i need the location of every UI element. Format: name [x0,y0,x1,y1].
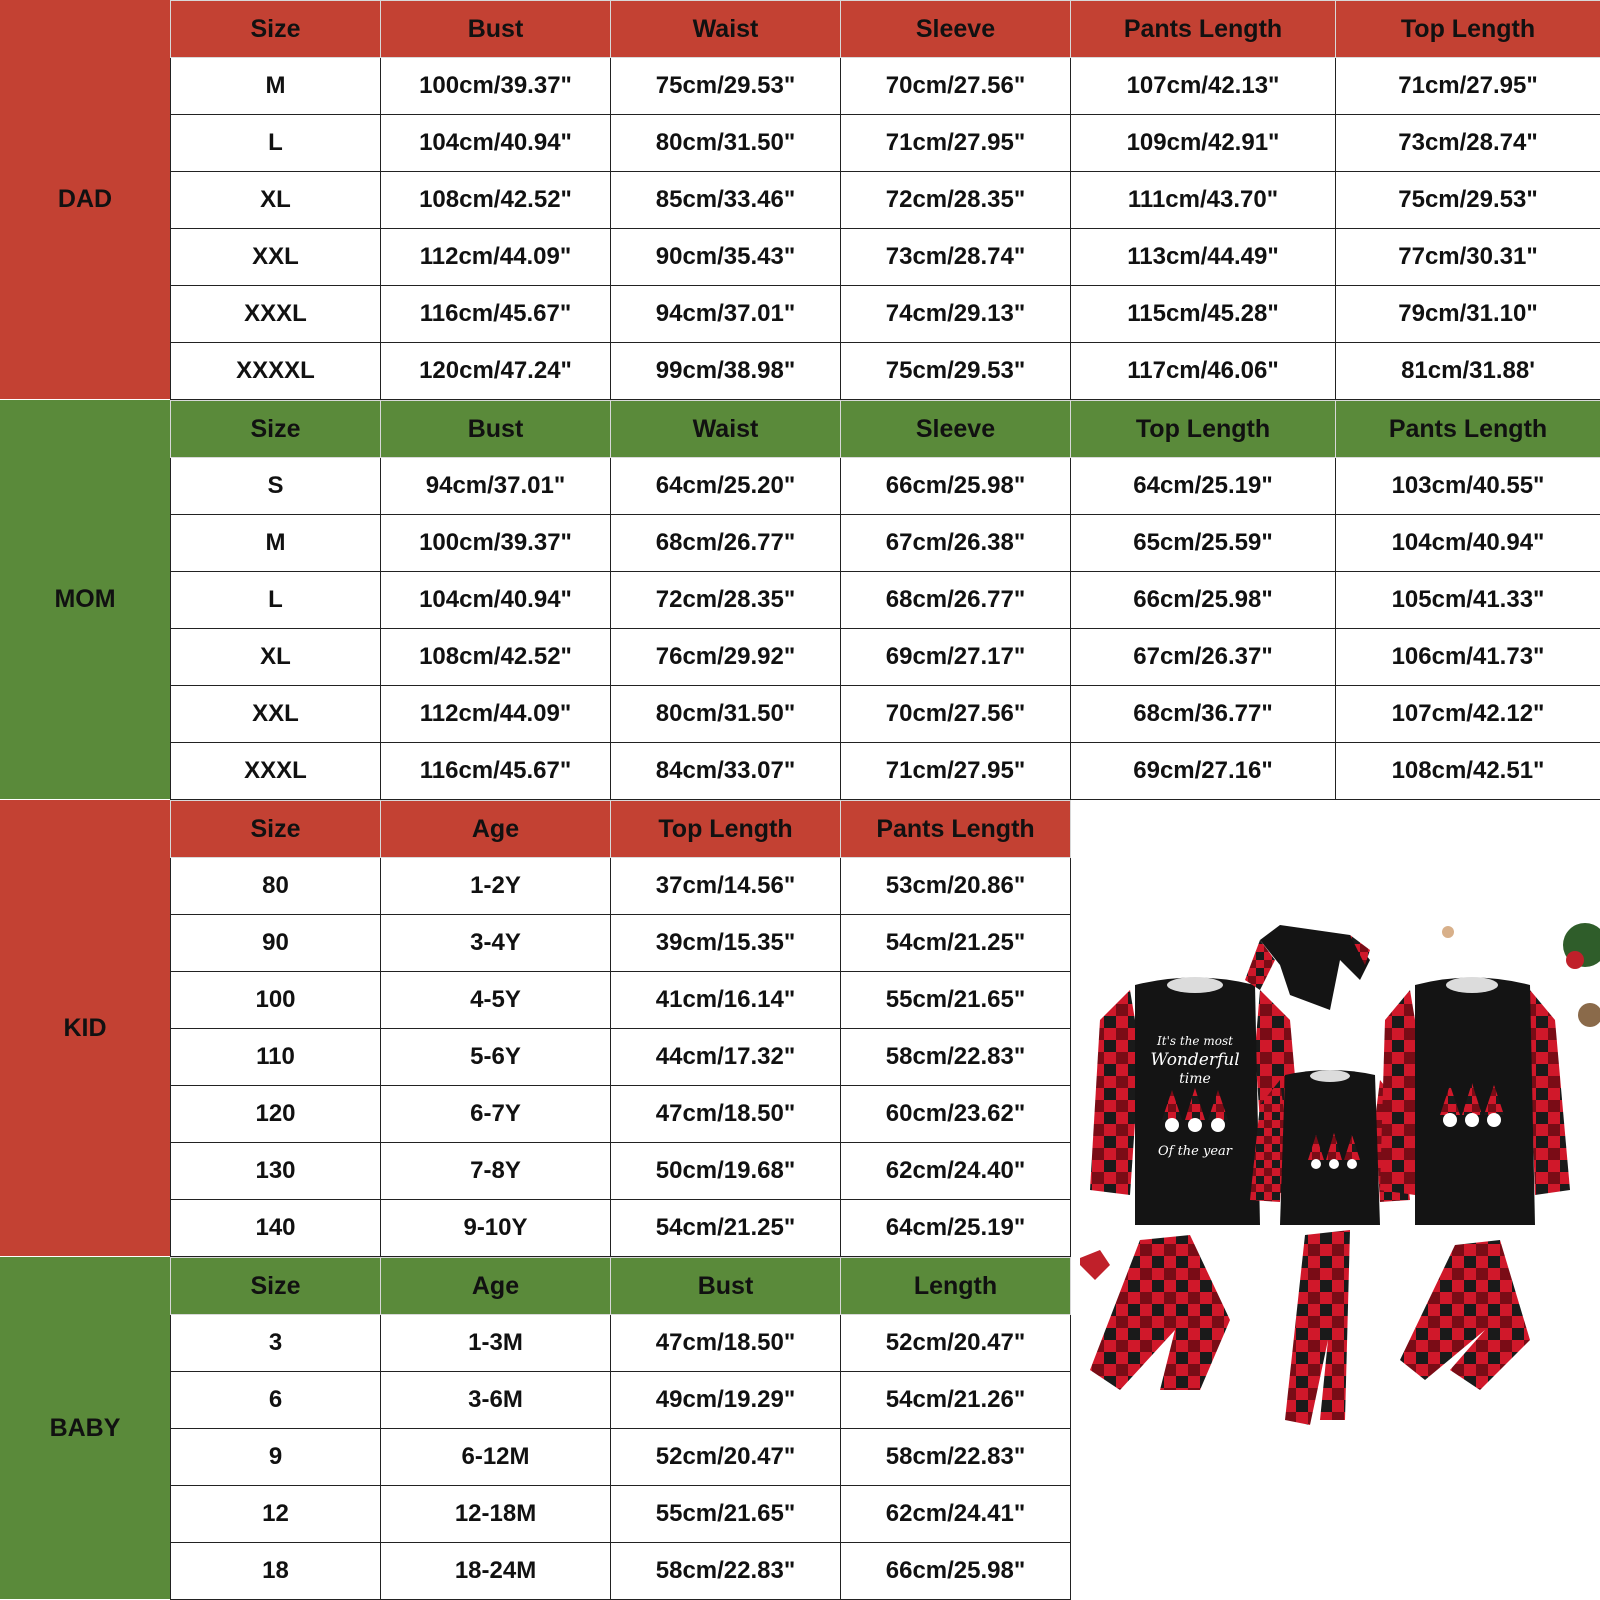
measurement-cell: 76cm/29.92" [611,629,841,686]
measurement-cell: 71cm/27.95" [841,115,1071,172]
measurement-cell: 81cm/31.88' [1336,343,1600,400]
measurement-cell: 55cm/21.65" [841,972,1071,1029]
column-header: Age [381,801,611,858]
measurement-cell: 73cm/28.74" [841,229,1071,286]
measurement-cell: 3-4Y [381,915,611,972]
measurement-cell: 100cm/39.37" [381,58,611,115]
size-cell: L [171,572,381,629]
column-header: Bust [381,401,611,458]
table-row [171,858,1071,915]
measurement-cell: 58cm/22.83" [841,1029,1071,1086]
measurement-cell: 80cm/31.50" [611,115,841,172]
table-row [171,515,1600,572]
size-cell: 100 [171,972,381,1029]
size-cell: 6 [171,1372,381,1429]
measurement-cell: 64cm/25.19" [841,1200,1071,1257]
measurement-cell: 103cm/40.55" [1336,458,1600,515]
measurement-cell: 104cm/40.94" [381,572,611,629]
size-cell: S [171,458,381,515]
pajama-product-image [1080,920,1600,1440]
section-label-dad: DAD [0,0,170,400]
measurement-cell: 109cm/42.91" [1071,115,1336,172]
dad-size-table [170,0,1600,400]
measurement-cell: 53cm/20.86" [841,858,1071,915]
measurement-cell: 55cm/21.65" [611,1486,841,1543]
table-row [171,1486,1071,1543]
measurement-cell: 47cm/18.50" [611,1315,841,1372]
measurement-cell: 58cm/22.83" [611,1543,841,1600]
measurement-cell: 9-10Y [381,1200,611,1257]
measurement-cell: 77cm/30.31" [1336,229,1600,286]
measurement-cell: 52cm/20.47" [841,1315,1071,1372]
measurement-cell: 66cm/25.98" [841,1543,1071,1600]
size-cell: L [171,115,381,172]
measurement-cell: 62cm/24.41" [841,1486,1071,1543]
table-row [171,743,1600,800]
measurement-cell: 100cm/39.37" [381,515,611,572]
size-cell: 12 [171,1486,381,1543]
column-header: Pants Length [1071,1,1336,58]
column-header: Age [381,1258,611,1315]
adult-shirt-right [1380,977,1570,1225]
measurement-cell: 7-8Y [381,1143,611,1200]
measurement-cell: 6-7Y [381,1086,611,1143]
measurement-cell: 99cm/38.98" [611,343,841,400]
measurement-cell: 104cm/40.94" [381,115,611,172]
size-cell: XXL [171,686,381,743]
measurement-cell: 62cm/24.40" [841,1143,1071,1200]
size-cell: 9 [171,1429,381,1486]
mom-header-row [171,401,1600,458]
measurement-cell: 75cm/29.53" [611,58,841,115]
size-cell: 18 [171,1543,381,1600]
measurement-cell: 68cm/36.77" [1071,686,1336,743]
measurement-cell: 104cm/40.94" [1336,515,1600,572]
measurement-cell: 70cm/27.56" [841,58,1071,115]
column-header: Sleeve [841,401,1071,458]
measurement-cell: 52cm/20.47" [611,1429,841,1486]
measurement-cell: 18-24M [381,1543,611,1600]
measurement-cell: 39cm/15.35" [611,915,841,972]
table-row [171,572,1600,629]
column-header: Sleeve [841,1,1071,58]
measurement-cell: 120cm/47.24" [381,343,611,400]
table-row [171,1315,1071,1372]
measurement-cell: 111cm/43.70" [1071,172,1336,229]
measurement-cell: 67cm/26.37" [1071,629,1336,686]
measurement-cell: 74cm/29.13" [841,286,1071,343]
size-cell: XXXL [171,743,381,800]
measurement-cell: 85cm/33.46" [611,172,841,229]
section-label-kid: KID [0,800,170,1257]
dad-header-row [171,1,1600,58]
svg-text:It's the most: It's the most [1157,1034,1233,1048]
measurement-cell: 72cm/28.35" [611,572,841,629]
measurement-cell: 80cm/31.50" [611,686,841,743]
section-label-baby: BABY [0,1257,170,1600]
measurement-cell: 44cm/17.32" [611,1029,841,1086]
table-row [171,1086,1071,1143]
column-header: Size [171,1258,381,1315]
size-cell: 130 [171,1143,381,1200]
measurement-cell: 37cm/14.56" [611,858,841,915]
column-header: Waist [611,1,841,58]
measurement-cell: 54cm/21.26" [841,1372,1071,1429]
table-row [171,343,1600,400]
measurement-cell: 64cm/25.20" [611,458,841,515]
size-cell: XXL [171,229,381,286]
measurement-cell: 70cm/27.56" [841,686,1071,743]
measurement-cell: 1-3M [381,1315,611,1372]
measurement-cell: 71cm/27.95" [841,743,1071,800]
size-cell: M [171,515,381,572]
measurement-cell: 116cm/45.67" [381,286,611,343]
measurement-cell: 72cm/28.35" [841,172,1071,229]
size-cell: XL [171,172,381,229]
measurement-cell: 108cm/42.52" [381,629,611,686]
measurement-cell: 54cm/21.25" [611,1200,841,1257]
measurement-cell: 6-12M [381,1429,611,1486]
measurement-cell: 41cm/16.14" [611,972,841,1029]
table-row [171,58,1600,115]
column-header: Size [171,1,381,58]
size-cell: 140 [171,1200,381,1257]
svg-text:Wonderful: Wonderful [1150,1050,1240,1070]
measurement-cell: 112cm/44.09" [381,229,611,286]
column-header: Top Length [1336,1,1600,58]
table-row [171,915,1071,972]
table-row [171,1200,1071,1257]
measurement-cell: 66cm/25.98" [841,458,1071,515]
baby-header-row [171,1258,1071,1315]
measurement-cell: 60cm/23.62" [841,1086,1071,1143]
measurement-cell: 66cm/25.98" [1071,572,1336,629]
table-row [171,972,1071,1029]
table-row [171,1143,1071,1200]
measurement-cell: 108cm/42.51" [1336,743,1600,800]
star-decoration [1080,1250,1110,1280]
measurement-cell: 115cm/45.28" [1071,286,1336,343]
measurement-cell: 65cm/25.59" [1071,515,1336,572]
measurement-cell: 117cm/46.06" [1071,343,1336,400]
measurement-cell: 12-18M [381,1486,611,1543]
table-row [171,115,1600,172]
measurement-cell: 1-2Y [381,858,611,915]
measurement-cell: 79cm/31.10" [1336,286,1600,343]
size-cell: 120 [171,1086,381,1143]
measurement-cell: 84cm/33.07" [611,743,841,800]
section-label-mom: MOM [0,400,170,800]
measurement-cell: 73cm/28.74" [1336,115,1600,172]
measurement-cell: 94cm/37.01" [381,458,611,515]
baby-size-table [170,1257,1071,1600]
measurement-cell: 75cm/29.53" [841,343,1071,400]
size-cell: XXXL [171,286,381,343]
kid-size-table [170,800,1071,1257]
table-row [171,686,1600,743]
measurement-cell: 108cm/42.52" [381,172,611,229]
measurement-cell: 67cm/26.38" [841,515,1071,572]
table-row [171,1543,1071,1600]
size-cell: 110 [171,1029,381,1086]
table-row [171,1429,1071,1486]
column-header: Bust [611,1258,841,1315]
table-row [171,629,1600,686]
measurement-cell: 116cm/45.67" [381,743,611,800]
column-header: Length [841,1258,1071,1315]
size-cell: XL [171,629,381,686]
column-header: Top Length [1071,401,1336,458]
size-cell: M [171,58,381,115]
table-row [171,458,1600,515]
size-cell: 80 [171,858,381,915]
measurement-cell: 68cm/26.77" [611,515,841,572]
measurement-cell: 3-6M [381,1372,611,1429]
table-row [171,172,1600,229]
column-header: Pants Length [1336,401,1600,458]
measurement-cell: 105cm/41.33" [1336,572,1600,629]
measurement-cell: 107cm/42.13" [1071,58,1336,115]
kid-header-row [171,801,1071,858]
size-cell: 3 [171,1315,381,1372]
measurement-cell: 69cm/27.17" [841,629,1071,686]
measurement-cell: 106cm/41.73" [1336,629,1600,686]
measurement-cell: 50cm/19.68" [611,1143,841,1200]
column-header: Size [171,401,381,458]
column-header: Top Length [611,801,841,858]
measurement-cell: 4-5Y [381,972,611,1029]
measurement-cell: 112cm/44.09" [381,686,611,743]
mom-size-table [170,400,1600,800]
measurement-cell: 69cm/27.16" [1071,743,1336,800]
measurement-cell: 90cm/35.43" [611,229,841,286]
measurement-cell: 71cm/27.95" [1336,58,1600,115]
column-header: Pants Length [841,801,1071,858]
measurement-cell: 47cm/18.50" [611,1086,841,1143]
plaid-pants [1090,1230,1530,1425]
measurement-cell: 107cm/42.12" [1336,686,1600,743]
svg-text:Of the year: Of the year [1157,1144,1233,1159]
table-row [171,229,1600,286]
measurement-cell: 54cm/21.25" [841,915,1071,972]
measurement-cell: 49cm/19.29" [611,1372,841,1429]
column-header: Size [171,801,381,858]
measurement-cell: 75cm/29.53" [1336,172,1600,229]
table-row [171,286,1600,343]
column-header: Waist [611,401,841,458]
size-cell: XXXXL [171,343,381,400]
measurement-cell: 94cm/37.01" [611,286,841,343]
table-row [171,1029,1071,1086]
measurement-cell: 68cm/26.77" [841,572,1071,629]
measurement-cell: 5-6Y [381,1029,611,1086]
measurement-cell: 113cm/44.49" [1071,229,1336,286]
column-header: Bust [381,1,611,58]
measurement-cell: 64cm/25.19" [1071,458,1336,515]
table-row [171,1372,1071,1429]
svg-text:time: time [1179,1071,1211,1087]
measurement-cell: 58cm/22.83" [841,1429,1071,1486]
size-cell: 90 [171,915,381,972]
